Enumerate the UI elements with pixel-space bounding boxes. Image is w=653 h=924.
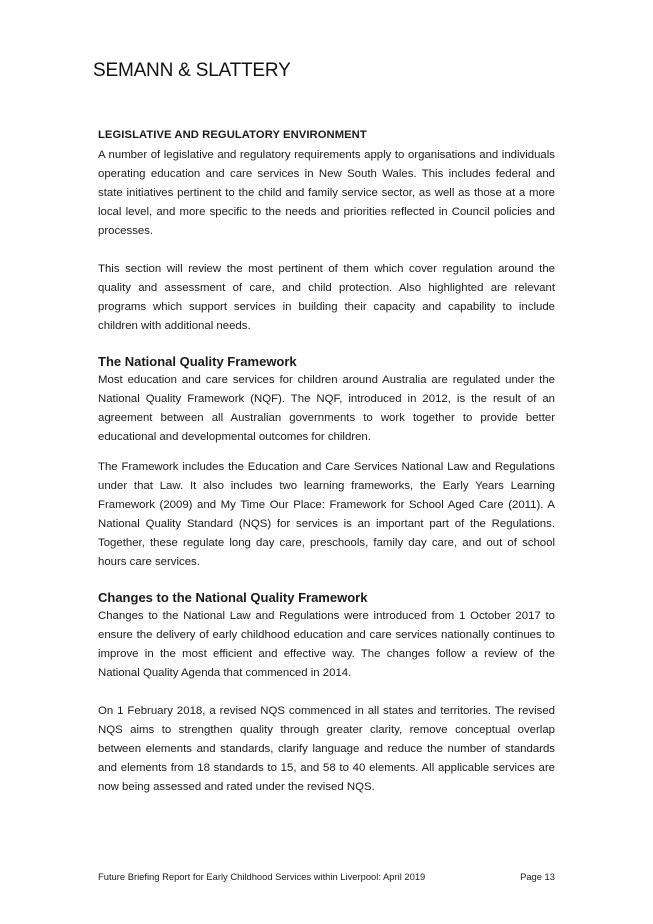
heading-nqf: The National Quality Framework xyxy=(98,354,297,369)
section-heading-legislative: LEGISLATIVE AND REGULATORY ENVIRONMENT xyxy=(98,129,367,141)
page-content xyxy=(98,126,555,797)
paragraph-legislative-2: This section will review the most pertinent of them which cover regulation around the quality and assessment of care, and child protection. Also highlighted are relevant programs which support services in building their capacity and capability to include children with additional needs. xyxy=(98,263,555,332)
spacer xyxy=(98,572,555,589)
spacer xyxy=(98,447,555,458)
spacer xyxy=(98,683,555,702)
paragraph-legislative-1: A number of legislative and regulatory requirements apply to organisations and individuals operating education and care services in New South Wales. This includes federal and state initiatives pertinent to the child and family service sector, as well as those at a more local level, and more specific to the needs and priorities reflected in Council policies and processes. xyxy=(98,149,555,237)
spacer xyxy=(98,336,555,353)
footer-report-title: Future Briefing Report for Early Childhood Services within Liverpool: April 2019 xyxy=(98,871,426,882)
paragraph-changes-2: On 1 February 2018, a revised NQS commenced in all states and territories. The revised NQS aims to strengthen quality through greater clarity, remove conceptual overlap between elements and standards, clarify language and reduce the number of standards and elements from 18 standards to 15, and 58 to 40 elements. All applicable services are now being assessed and rated under the revised NQS. xyxy=(98,705,555,793)
paragraph-nqf-1: Most education and care services for children around Australia are regulated under the National Quality Framework (NQF). The NQF, introduced in 2012, is the result of an agreement between all Australian governments to work together to provide better educational and developmental outcomes for children. xyxy=(98,374,555,443)
heading-changes-nqf: Changes to the National Quality Framework xyxy=(98,590,368,605)
paragraph-nqf-2: The Framework includes the Education and Care Services National Law and Regulations under that Law. It also includes two learning frameworks, the Early Years Learning Framework (2009) and My Time Our Place: Framework for School Aged Care (2011). A National Quality Standard (NQS) for services is an important part of the Regulations. Together, these regulate long day care, preschools, family day care, and out of school hours care services. xyxy=(98,461,555,568)
spacer xyxy=(98,241,555,260)
brand-logo: SEMANN & SLATTERY xyxy=(93,60,291,81)
footer-page-number: Page 13 xyxy=(520,871,555,882)
paragraph-changes-1: Changes to the National Law and Regulations were introduced from 1 October 2017 to ensure the delivery of early childhood education and care services nationally continues to improve in the most efficient and effective way. The changes follow a review of the National Quality Agenda that commenced in 2014. xyxy=(98,610,555,679)
